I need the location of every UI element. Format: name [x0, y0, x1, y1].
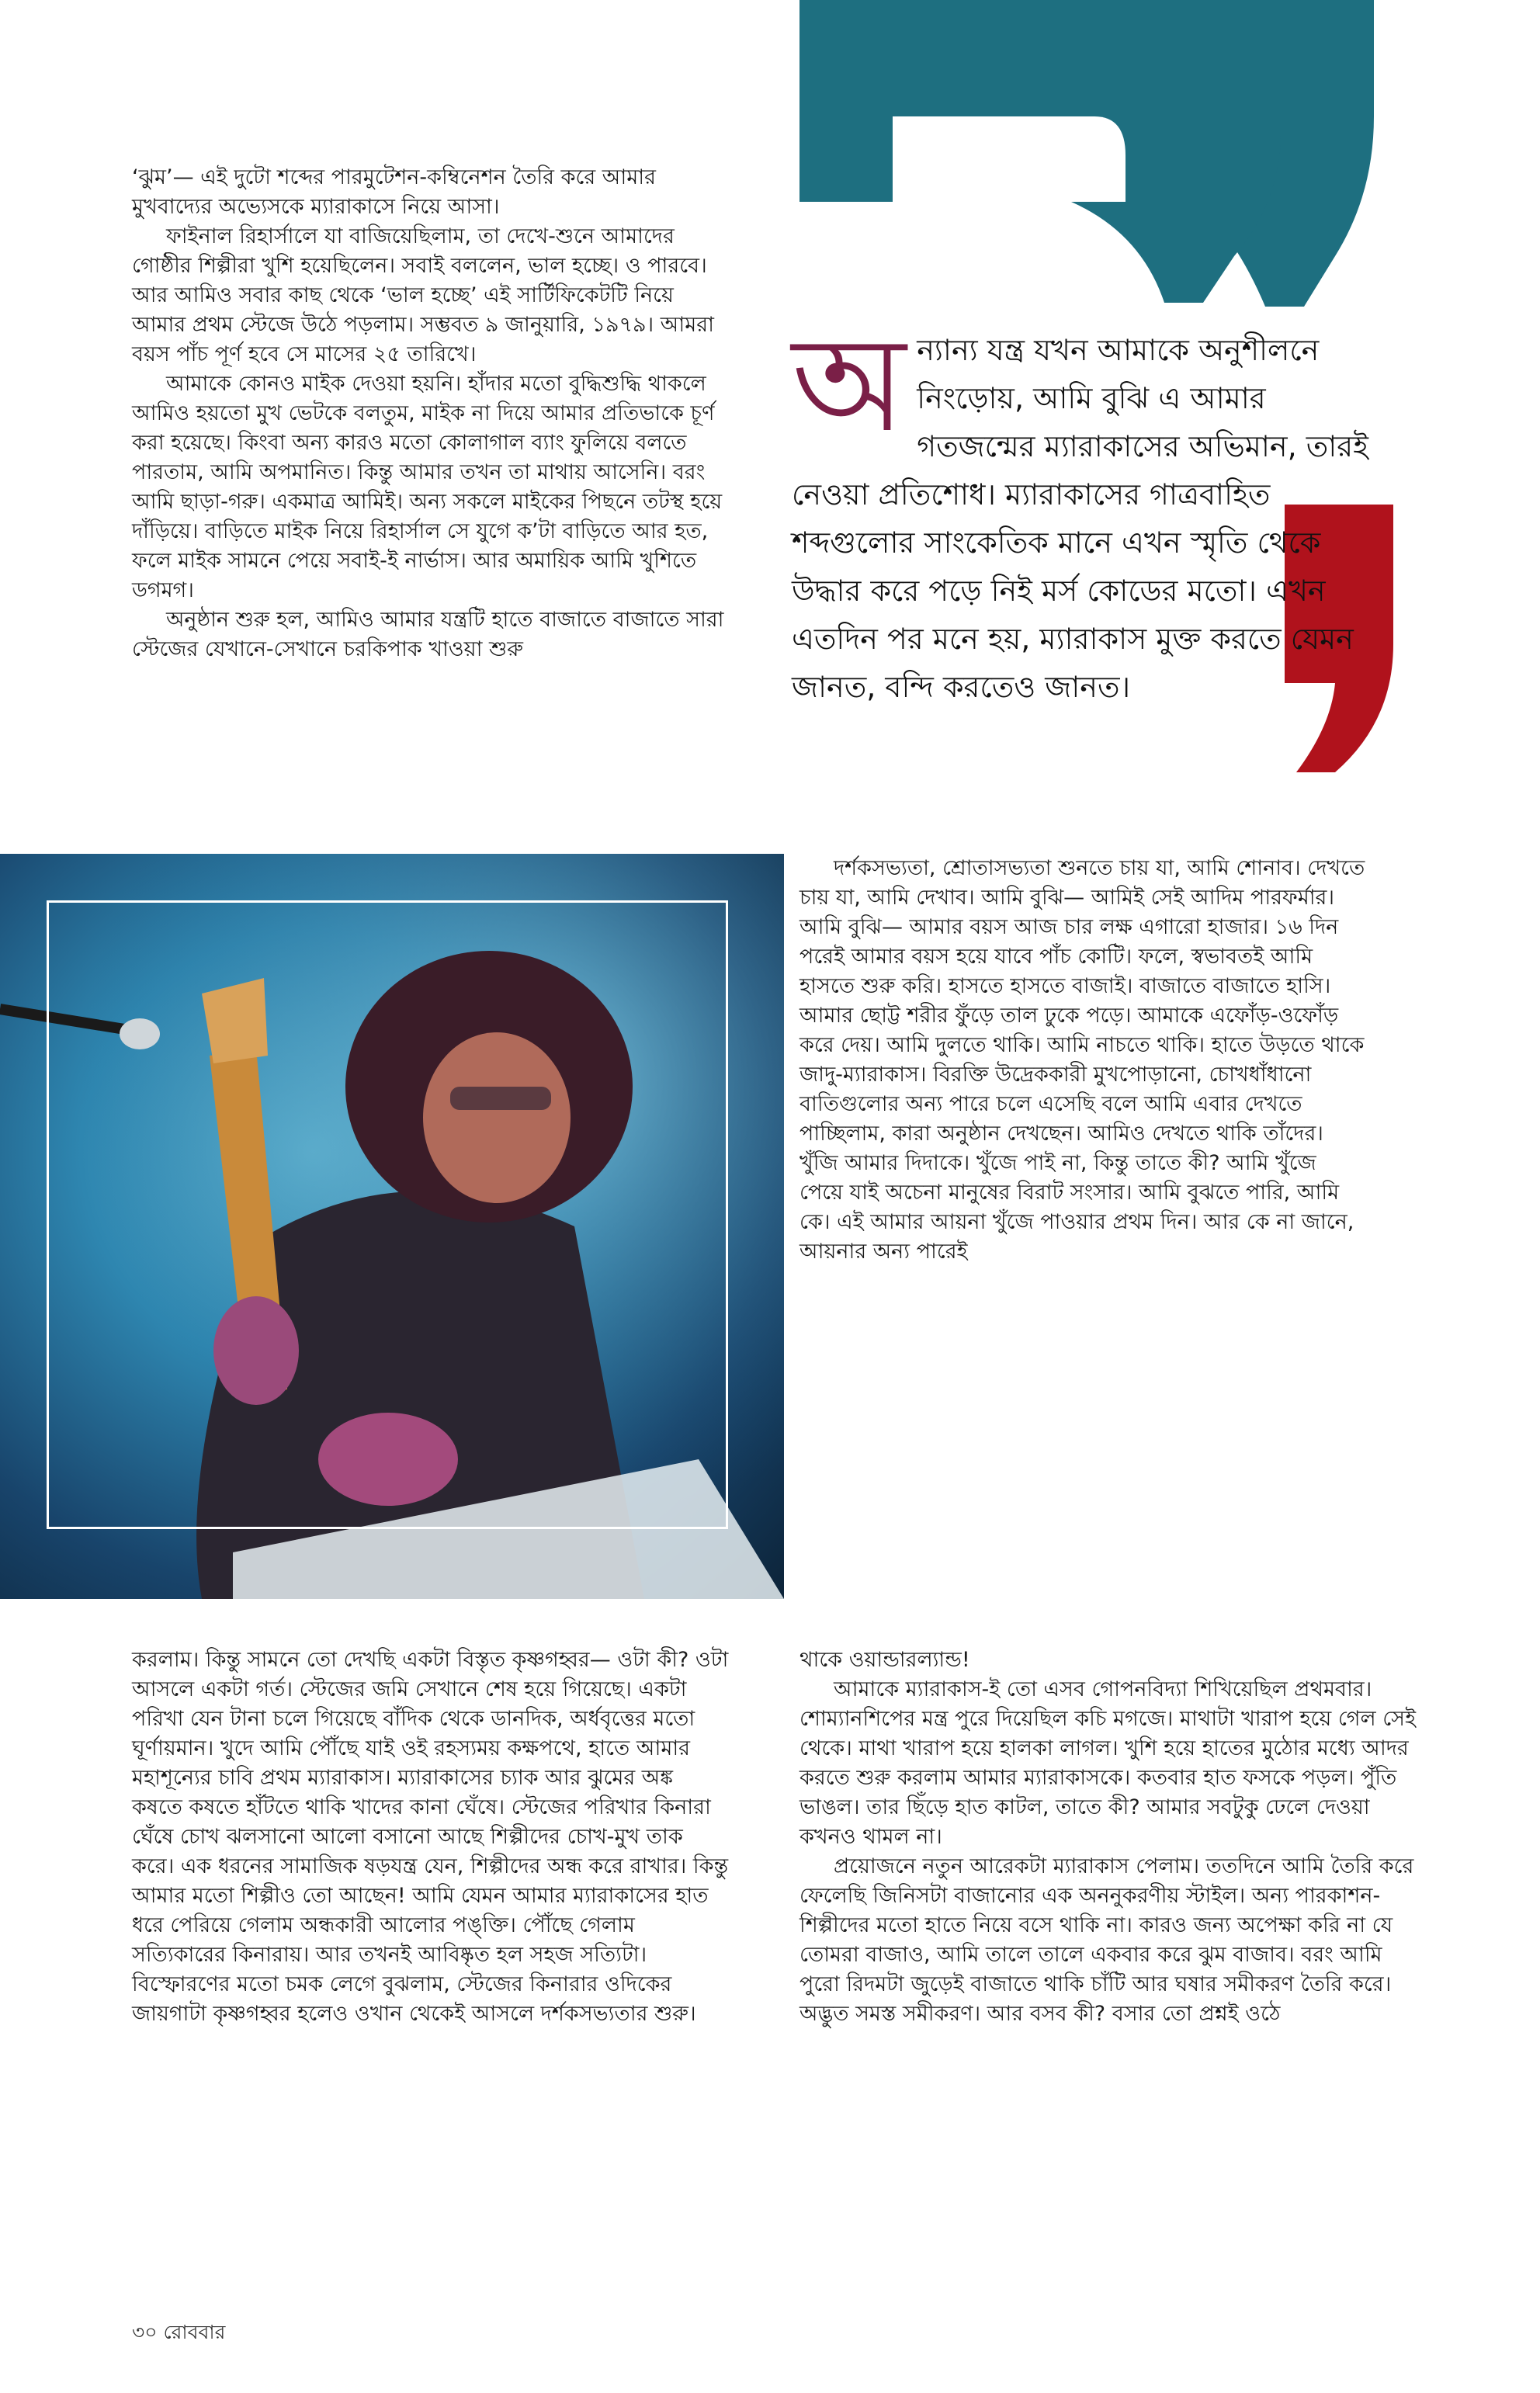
paragraph: থাকে ওয়ান্ডারল্যান্ড!: [799, 1648, 970, 1672]
pull-quote-body: ন্যান্য যন্ত্র যখন আমাকে অনুশীলনে নিংড়োয়, আমি বুঝি এ আমার গতজন্মের ম্যারাকাসের অভিমান, তারই নেওয়া প্রতিশোধ। ম্যারাকাসের গাত্রবাহিত শব্দগুলোর সাংকেতিক মানে এখন স্মৃতি থেকে উদ্ধার করে পড়ে নিই মর্স কোডের মতো। এখন এতদিন পর মনে হয়, ম্যারাকাস মুক্ত করতে যেমন জানত, বন্দি করতেও জানত।: [792, 333, 1368, 704]
column-bottom-right: [799, 1646, 1420, 2029]
paragraph: দর্শকসভ্যতা, শ্রোতাসভ্যতা শুনতে চায় যা, আমি শোনাব। দেখতে চায় যা, আমি দেখাব। আমি বুঝি— আমিই সেই আদিম পারফর্মার। আমি বুঝি— আমার বয়স আজ চার লক্ষ এগারো হাজার। ১৬ দিন পরেই আমার বয়স হয়ে যাবে পাঁচ কোটি। ফলে, স্বভাবতই আমি হাসতে শুরু করি। হাসতে হাসতে বাজাই। বাজাতে বাজাতে হাসি। আমার ছোট্ট শরীর ফুঁড়ে তাল ঢুকে পড়ে। আমাকে এফোঁড়-ওফোঁড় করে দেয়। আমি দুলতে থাকি। আমি নাচতে থাকি। হাতে উড়তে থাকে জাদু-ম্যারাকাস। বিরক্তি উদ্রেককারী মুখপোড়ানো, চোখধাঁধানো বাতিগুলোর অন্য পারে চলে এসেছি বলে আমি এবার দেখতে পাচ্ছিলাম, কারা অনুষ্ঠান দেখছেন। আমিও দেখতে থাকি তাঁদের। খুঁজি আমার দিদাকে। খুঁজে পাই না, কিন্তু তাতে কী? আমি খুঁজে পেয়ে যাই অচেনা মানুষের বিরাট সংসার। আমি বুঝতে পারি, আমি কে। এই আমার আয়না খুঁজে পাওয়ার প্রথম দিন। আর কে না জানে, আয়নার অন্য পারেই: [799, 856, 1365, 1264]
pull-quote: [792, 308, 1389, 711]
paragraph: করলাম। কিন্তু সামনে তো দেখছি একটা বিস্তৃত কৃষ্ণগহ্বর— ওটা কী? ওটা আসলে একটা গর্ত। স্টেজের জমি সেখানে শেষ হয়ে গিয়েছে। একটা পরিখা যেন টানা চলে গিয়েছে বাঁদিক থেকে ডানদিক, অর্ধবৃত্তের মতো ঘূর্ণায়মান। খুদে আমি পৌঁছে যাই ওই রহস্যময় কক্ষপথে, হাতে আমার মহাশূন্যের চাবি প্রথম ম্যারাকাস। ম্যারাকাসের চ্যাক আর ঝুমের অঙ্ক কষতে কষতে হাঁটতে থাকি খাদের কানা ঘেঁষে। স্টেজের পরিখার কিনারা ঘেঁষে চোখ ঝলসানো আলো বসানো আছে শিল্পীদের চোখ-মুখ তাক করে। এক ধরনের সামাজিক ষড়যন্ত্র যেন, শিল্পীদের অন্ধ করে রাখার। কিন্তু আমার মতো শিল্পীও তো আছেন! আমি যেমন আমার ম্যারাকাসের হাত ধরে পেরিয়ে গেলাম অন্ধকারী আলোর পঙ্‌ক্তি। পৌঁছে গেলাম সত্যিকারের কিনারায়। আর তখনই আবিষ্কৃত হল সহজ সত্যিটা। বিস্ফোরণের মতো চমক লেগে বুঝলাম, স্টেজের কিনারার ওদিকের জায়গাটা কৃষ্ণগহ্বর হলেও ওখান থেকেই আসলে দর্শকসভ্যতার শুরু।: [132, 1648, 729, 2026]
drop-cap: অ: [792, 308, 907, 462]
paragraph: ফাইনাল রিহার্সালে যা বাজিয়েছিলাম, তা দেখে-শুনে আমাদের গোষ্ঠীর শিল্পীরা খুশি হয়েছিলেন। সবাই বললেন, ভাল হচ্ছে। ও পারবে। আর আমিও সবার কাছ থেকে ‘ভাল হচ্ছে’ এই সার্টিফিকেটটি নিয়ে আমার প্রথম স্টেজে উঠে পড়লাম। সম্ভবত ৯ জানুয়ারি, ১৯৭৯। আমরা বয়স পাঁচ পূর্ণ হবে সে মাসের ২৫ তারিখে।: [132, 224, 714, 366]
paragraph: ‘ঝুম’— এই দুটো শব্দের পারমুটেশন-কম্বিনেশন তৈরি করে আমার মুখবাদ্যের অভ্যেসকে ম্যারাকাসে নিয়ে আসা।: [132, 165, 656, 219]
pull-quote-text: [792, 308, 1389, 711]
paragraph: অনুষ্ঠান শুরু হল, আমিও আমার যন্ত্রটি হাতে বাজাতে বাজাতে সারা স্টেজের যেখানে-সেখানে চরকিপাক খাওয়া শুরু: [132, 608, 724, 661]
paragraph: প্রয়োজনে নতুন আরেকটা ম্যারাকাস পেলাম। ততদিনে আমি তৈরি করে ফেলেছি জিনিসটা বাজানোর এক অননুকরণীয় স্টাইল। অন্য পারকাশন-শিল্পীদের মতো হাতে নিয়ে বসে থাকি না। কারও জন্য অপেক্ষা করি না যে তোমরা বাজাও, আমি তালে তালে একবার করে ঝুম বাজাব। বরং আমি পুরো রিদমটা জুড়েই বাজাতে থাকি চাঁটি আর ঘষার সমীকরণ তৈরি করে। অদ্ভুত সমস্ত সমীকরণ। আর বসব কী? বসার তো প্রশ্নই ওঠে: [799, 1854, 1414, 2026]
paragraph: আমাকে ম্যারাকাস-ই তো এসব গোপনবিদ্যা শিখিয়েছিল প্রথমবার। শোম্যানশিপের মন্ত্র পুরে দিয়েছিল কচি মগজে। মাথাটা খারাপ হয়ে গেল সেই থেকে। মাথা খারাপ হয়ে হালকা লাগল। খুশি হয়ে হাতের মুঠোর মধ্যে আদর করতে শুরু করলাম আমার ম্যারাকাসকে। কতবার হাত ফসকে পড়ল। পুঁতি ভাঙল। তার ছিঁড়ে হাত কাটল, তাতে কী? আমার সবটুকু ঢেলে দেওয়া কখনও থামল না।: [799, 1677, 1417, 1849]
column-top-left: [132, 163, 730, 664]
photo-frame: [47, 900, 728, 1529]
column-bottom-left: [132, 1646, 730, 2029]
page-folio: ৩০ রোববার: [132, 2321, 226, 2343]
paragraph: আমাকে কোনও মাইক দেওয়া হয়নি। হাঁদার মতো বুদ্ধিশুদ্ধি থাকলে আমিও হয়তো মুখ ভেটকে বলতুম, মাইক না দিয়ে আমার প্রতিভাকে চূর্ণ করা হয়েছে। কিংবা অন্য কারও মতো কোলাগাল ব্যাং ফুলিয়ে বলতে পারতাম, আমি অপমানিত। কিন্তু আমার তখন তা মাথায় আসেনি। বরং আমি ছাড়া-গরু। একমাত্র আমিই। অন্য সকলে মাইকের পিছনে তটস্থ হয়ে দাঁড়িয়ে। বাড়িতে মাইক নিয়ে রিহার্সাল সে যুগে ক’টা বাড়িতে আর হত, ফলে মাইক সামনে পেয়ে সবাই-ই নার্ভাস। আর অমায়িক আমি খুশিতে ডগমগ।: [132, 372, 723, 602]
column-right-middle: [799, 854, 1366, 1267]
teal-quote-mark: [799, 0, 1382, 310]
